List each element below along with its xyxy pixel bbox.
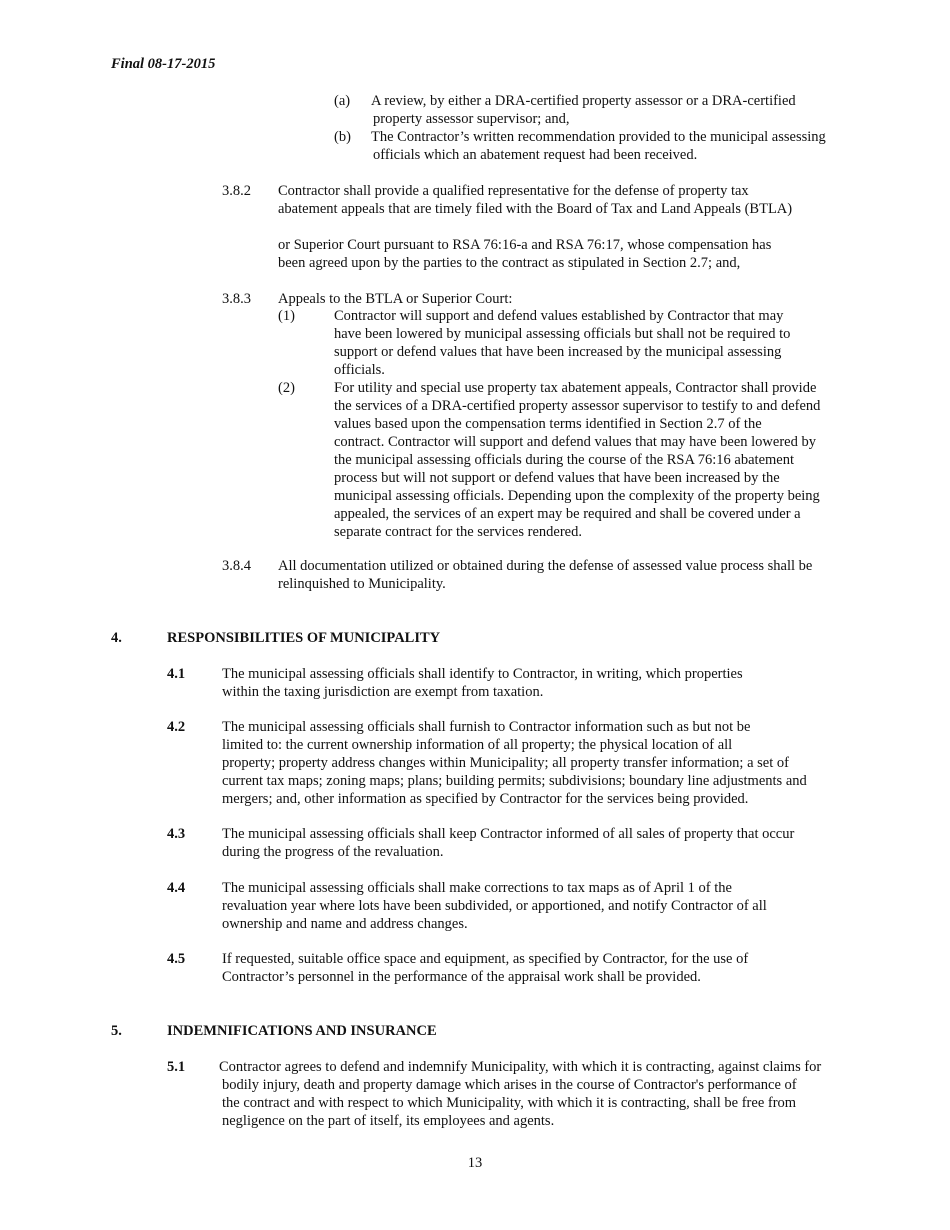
item-2-line: process but will not support or defend values that have been increased by the (334, 470, 780, 486)
clause-4-4-line: The municipal assessing officials shall make corrections to tax maps as of April 1 of the (222, 880, 732, 896)
item-b-line: officials which an abatement request had been received. (373, 147, 698, 163)
clause-3-8-2-line: abatement appeals that are timely filed with the Board of Tax and Land Appeals (BTLA) (278, 201, 793, 217)
clause-3-8-2-line: or Superior Court pursuant to RSA 76:16-a and RSA 76:17, whose compensation has (278, 237, 772, 253)
item-2-line: contract. Contractor will support and defend values that may have been lowered by (334, 434, 816, 450)
item-a-line: property assessor supervisor; and, (373, 111, 570, 127)
item-2-line: the services of a DRA-certified property assessor supervisor to testify to and defend (334, 398, 821, 414)
clause-5-1-line: Contractor agrees to defend and indemnify Municipality, with which it is contracting, against claims for (219, 1059, 822, 1075)
clause-4-4-number: 4.4 (167, 880, 186, 896)
item-1-marker: (1) (278, 308, 295, 324)
page-number: 13 (467, 1155, 483, 1171)
clause-5-1-line: the contract and with respect to which Municipality, with which it is contracting, shall be free from (222, 1095, 797, 1111)
clause-4-2-number: 4.2 (167, 719, 186, 735)
item-2-marker: (2) (278, 380, 295, 396)
clause-4-2-line: mergers; and, other information as specified by Contractor for the services being provided. (222, 791, 749, 807)
clause-5-1-number: 5.1 (167, 1059, 186, 1075)
item-2-line: separate contract for the services rendered. (334, 524, 582, 540)
clause-3-8-2-line: Contractor shall provide a qualified representative for the defense of property tax (278, 183, 749, 199)
item-2-line: municipal assessing officials. Depending upon the complexity of the property being (334, 488, 820, 504)
clause-4-5-number: 4.5 (167, 951, 186, 967)
section-5-number: 5. (111, 1023, 122, 1039)
clause-3-8-3-intro: Appeals to the BTLA or Superior Court: (278, 291, 513, 307)
clause-3-8-4-number: 3.8.4 (222, 558, 251, 574)
clause-4-5-line: If requested, suitable office space and equipment, as specified by Contractor, for the use of (222, 951, 749, 967)
clause-4-2-line: current tax maps; zoning maps; plans; building permits; subdivisions; boundary line adjustments and (222, 773, 807, 789)
clause-4-4-line: ownership and name and address changes. (222, 916, 468, 932)
item-1-line: officials. (334, 362, 385, 378)
clause-4-5-line: Contractor’s personnel in the performance of the appraisal work shall be provided. (222, 969, 701, 985)
item-2-line: For utility and special use property tax abatement appeals, Contractor shall provide (334, 380, 817, 396)
clause-4-3-line: The municipal assessing officials shall keep Contractor informed of all sales of property that occur (222, 826, 795, 842)
item-1-line: Contractor will support and defend values established by Contractor that may (334, 308, 784, 324)
clause-5-1-line: negligence on the part of itself, its employees and agents. (222, 1113, 555, 1129)
section-5-title: INDEMNIFICATIONS AND INSURANCE (167, 1023, 437, 1039)
clause-3-8-3-number: 3.8.3 (222, 291, 251, 307)
item-2-line: values based upon the compensation terms identified in Section 2.7 of the (334, 416, 762, 432)
clause-4-1-line: The municipal assessing officials shall identify to Contractor, in writing, which properties (222, 666, 743, 682)
item-1-line: support or defend values that have been increased by the municipal assessing (334, 344, 782, 360)
clause-4-2-line: limited to: the current ownership information of all property; the physical location of all (222, 737, 733, 753)
clause-4-2-line: The municipal assessing officials shall furnish to Contractor information such as but not be (222, 719, 751, 735)
item-a-marker: (a) (334, 93, 351, 109)
section-4-title: RESPONSIBILITIES OF MUNICIPALITY (167, 630, 441, 646)
item-b-line: The Contractor’s written recommendation provided to the municipal assessing (371, 129, 826, 145)
clause-4-3-number: 4.3 (167, 826, 186, 842)
clause-4-1-number: 4.1 (167, 666, 186, 682)
draft-date-header: Final 08-17-2015 (111, 56, 216, 72)
clause-4-2-line: property; property address changes within Municipality; all property transfer information; a set of (222, 755, 789, 771)
item-b-marker: (b) (334, 129, 351, 145)
clause-4-3-line: during the progress of the revaluation. (222, 844, 444, 860)
clause-4-1-line: within the taxing jurisdiction are exempt from taxation. (222, 684, 544, 700)
section-4-number: 4. (111, 630, 122, 646)
clause-5-1-line: bodily injury, death and property damage which arises in the course of Contractor's performance of (222, 1077, 797, 1093)
clause-4-4-line: revaluation year where lots have been subdivided, or apportioned, and notify Contractor of all (222, 898, 767, 914)
clause-3-8-2-number: 3.8.2 (222, 183, 251, 199)
item-2-line: appealed, the services of an expert may be required and shall be covered under a (334, 506, 801, 522)
clause-3-8-4-line: All documentation utilized or obtained during the defense of assessed value process shall be (278, 558, 813, 574)
item-1-line: have been lowered by municipal assessing officials but shall not be required to (334, 326, 791, 342)
item-a-line: A review, by either a DRA-certified property assessor or a DRA-certified (371, 93, 796, 109)
clause-3-8-4-line: relinquished to Municipality. (278, 576, 446, 592)
item-2-line: the municipal assessing officials during the course of the RSA 76:16 abatement (334, 452, 795, 468)
clause-3-8-2-line: been agreed upon by the parties to the contract as stipulated in Section 2.7; and, (278, 255, 741, 271)
